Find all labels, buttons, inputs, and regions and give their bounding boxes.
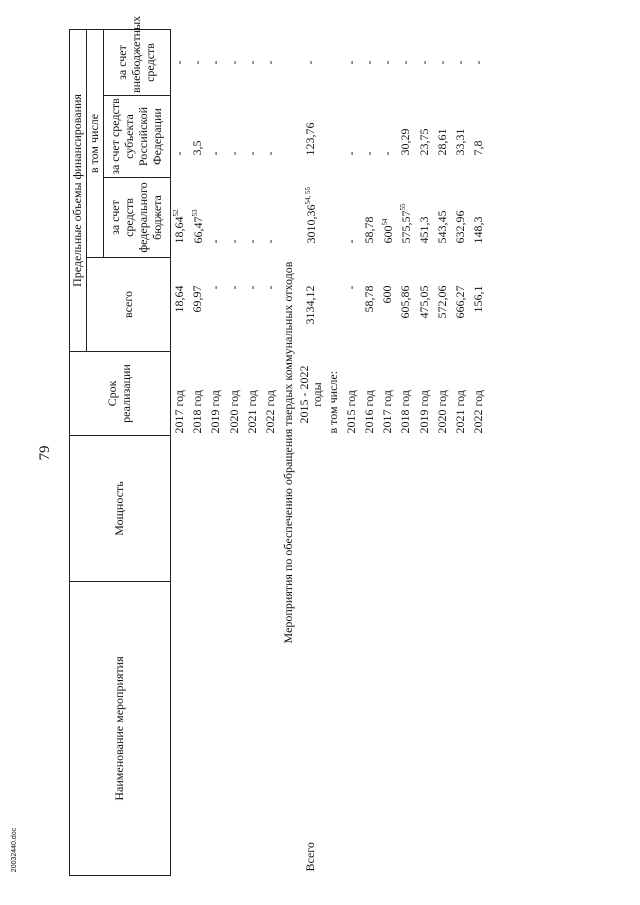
cell-regional xyxy=(262,96,280,178)
table-row xyxy=(470,29,488,875)
cell-extra xyxy=(415,29,433,95)
cell-total-value: 666,27 xyxy=(452,285,467,319)
header-term: Срок реализации xyxy=(70,352,171,436)
cell-year xyxy=(452,352,470,436)
cell-regional-value: - xyxy=(244,151,259,156)
cell-name xyxy=(207,582,225,876)
cell-capacity xyxy=(225,436,243,582)
cell-extra xyxy=(262,29,280,95)
cell-capacity xyxy=(343,436,361,582)
summary-regional-value: 123,76 xyxy=(303,122,318,156)
cell-year xyxy=(170,352,189,436)
cell-total xyxy=(244,258,262,352)
cell-extra xyxy=(207,29,225,95)
table-row xyxy=(397,29,415,875)
cell-year-value: 2020 год xyxy=(226,390,241,434)
cell-extra xyxy=(343,29,361,95)
cell-total xyxy=(189,258,207,352)
cell-extra-value: - xyxy=(171,60,186,65)
table-row xyxy=(415,29,433,875)
including-blank xyxy=(324,582,342,876)
cell-regional-value: - xyxy=(380,151,395,156)
cell-capacity xyxy=(470,436,488,582)
cell-federal-value: 148,3 xyxy=(471,216,486,244)
cell-extra xyxy=(189,29,207,95)
section-title xyxy=(280,29,298,875)
summary-federal-footnote: 54, 55 xyxy=(303,187,312,205)
cell-total xyxy=(343,258,361,352)
cell-total-value: - xyxy=(244,285,259,290)
cell-capacity xyxy=(262,436,280,582)
cell-name xyxy=(415,582,433,876)
cell-total-value: 69,97 xyxy=(190,285,205,313)
cell-total xyxy=(379,258,397,352)
summary-name-value: Всего xyxy=(303,842,318,872)
table-row xyxy=(452,29,470,875)
cell-total-value: 475,05 xyxy=(416,285,431,319)
header-funding: Предельные объемы финансирования xyxy=(70,29,87,351)
cell-year-value: 2015 год xyxy=(343,390,358,434)
file-name-footer: 20032440.doc xyxy=(11,827,18,873)
cell-federal-value: - xyxy=(244,239,259,244)
table-header xyxy=(70,15,171,875)
cell-total-value: 58,78 xyxy=(362,285,377,313)
cell-total-value: - xyxy=(262,285,277,290)
cell-capacity xyxy=(452,436,470,582)
cell-extra-value: - xyxy=(226,60,241,65)
cell-extra-value: - xyxy=(434,60,449,65)
table-row xyxy=(361,29,379,875)
cell-federal-value: 543,45 xyxy=(434,210,449,244)
page-number: 79 xyxy=(37,445,53,461)
cell-extra-value: - xyxy=(343,60,358,65)
cell-extra xyxy=(379,29,397,95)
cell-federal-value: 58,78 xyxy=(362,216,377,244)
cell-regional-value: 28,61 xyxy=(434,128,449,156)
cell-federal xyxy=(225,178,243,258)
cell-regional xyxy=(189,96,207,178)
cell-year xyxy=(207,352,225,436)
cell-federal xyxy=(434,178,452,258)
summary-total-value: 3134,12 xyxy=(303,285,318,325)
cell-year xyxy=(470,352,488,436)
section-row xyxy=(280,29,298,875)
cell-regional-value: - xyxy=(343,151,358,156)
table-row xyxy=(189,29,207,875)
cell-federal xyxy=(207,178,225,258)
cell-year-value: 2018 год xyxy=(398,390,413,434)
cell-federal-value: 66,47 xyxy=(190,216,205,244)
cell-federal xyxy=(452,178,470,258)
table-body xyxy=(170,29,488,875)
cell-extra-value: - xyxy=(398,60,413,65)
cell-total xyxy=(470,258,488,352)
cell-extra xyxy=(225,29,243,95)
header-total: всего xyxy=(87,258,171,352)
cell-federal-footnote: 54 xyxy=(380,218,389,226)
rotated-table-page xyxy=(69,15,571,876)
cell-federal-value: 600 xyxy=(380,225,395,244)
cell-federal-value: 18,64 xyxy=(172,216,187,244)
cell-name xyxy=(452,582,470,876)
cell-federal xyxy=(415,178,433,258)
cell-capacity xyxy=(379,436,397,582)
cell-extra-value: - xyxy=(452,60,467,65)
table-row xyxy=(343,29,361,875)
including-label xyxy=(324,29,342,435)
cell-year-value: 2018 год xyxy=(190,390,205,434)
cell-capacity xyxy=(244,436,262,582)
cell-total xyxy=(262,258,280,352)
cell-year-value: 2017 год xyxy=(171,390,186,434)
cell-federal-footnote: 55 xyxy=(398,203,407,211)
cell-capacity xyxy=(207,436,225,582)
cell-total xyxy=(170,258,189,352)
cell-extra xyxy=(170,29,189,95)
cell-federal-value: - xyxy=(343,239,358,244)
cell-total-value: - xyxy=(226,285,241,290)
including-label-value: в том числе: xyxy=(325,370,340,434)
cell-year xyxy=(262,352,280,436)
cell-year-value: 2016 год xyxy=(362,390,377,434)
summary-capacity xyxy=(298,436,324,582)
table-row xyxy=(434,29,452,875)
cell-extra-value: - xyxy=(362,60,377,65)
cell-extra xyxy=(452,29,470,95)
cell-extra-value: - xyxy=(380,60,395,65)
cell-capacity xyxy=(189,436,207,582)
cell-regional xyxy=(343,96,361,178)
cell-regional xyxy=(415,96,433,178)
cell-regional xyxy=(244,96,262,178)
cell-name xyxy=(262,582,280,876)
cell-name xyxy=(225,582,243,876)
cell-regional xyxy=(379,96,397,178)
cell-total xyxy=(225,258,243,352)
cell-federal-value: 451,3 xyxy=(416,216,431,244)
cell-total-value: - xyxy=(343,285,358,290)
summary-regional xyxy=(298,96,324,178)
cell-year xyxy=(189,352,207,436)
cell-name xyxy=(470,582,488,876)
cell-regional-value: 23,75 xyxy=(416,128,431,156)
cell-capacity xyxy=(434,436,452,582)
including-row xyxy=(324,29,342,875)
cell-name xyxy=(397,582,415,876)
cell-regional xyxy=(170,96,189,178)
cell-regional-value: 30,29 xyxy=(398,128,413,156)
cell-year-value: 2017 год xyxy=(380,390,395,434)
cell-extra xyxy=(397,29,415,95)
cell-capacity xyxy=(170,436,189,582)
cell-total-value: 605,86 xyxy=(398,285,413,319)
cell-extra xyxy=(244,29,262,95)
cell-capacity xyxy=(415,436,433,582)
section-title-value: Мероприятия по обеспечению обращения твердых коммунальных отходов xyxy=(281,261,296,644)
cell-regional xyxy=(434,96,452,178)
cell-extra xyxy=(434,29,452,95)
cell-federal xyxy=(361,178,379,258)
cell-total xyxy=(397,258,415,352)
cell-federal-value: 632,96 xyxy=(452,210,467,244)
cell-name xyxy=(189,582,207,876)
funding-table xyxy=(69,15,488,876)
cell-federal-value: - xyxy=(208,239,223,244)
cell-extra xyxy=(361,29,379,95)
cell-year-value: 2021 год xyxy=(452,390,467,434)
cell-federal-value: 575,57 xyxy=(398,210,413,244)
summary-extra xyxy=(298,29,324,95)
summary-term-value: 2015 - 2022 годы xyxy=(297,365,325,424)
cell-total-value: - xyxy=(208,285,223,290)
cell-year xyxy=(379,352,397,436)
cell-federal xyxy=(379,178,397,258)
cell-name xyxy=(361,582,379,876)
cell-federal xyxy=(244,178,262,258)
cell-year xyxy=(434,352,452,436)
table-row xyxy=(170,29,189,875)
header-including: в том числе xyxy=(87,29,104,257)
header-extra: за счет внебюджетных средств xyxy=(103,29,170,95)
cell-total-value: 600 xyxy=(380,285,395,304)
summary-term xyxy=(298,352,324,436)
cell-name xyxy=(343,582,361,876)
summary-row xyxy=(298,29,324,875)
table-row xyxy=(225,29,243,875)
summary-federal xyxy=(298,178,324,258)
summary-name xyxy=(298,582,324,876)
cell-year-value: 2021 год xyxy=(244,390,259,434)
cell-capacity xyxy=(397,436,415,582)
cell-regional xyxy=(225,96,243,178)
cell-year xyxy=(361,352,379,436)
cell-federal xyxy=(343,178,361,258)
cell-year xyxy=(415,352,433,436)
cell-regional-value: 7,8 xyxy=(471,140,486,156)
cell-regional xyxy=(452,96,470,178)
cell-regional-value: 33,31 xyxy=(452,128,467,156)
header-name: Наименование мероприятия xyxy=(70,582,171,876)
cell-extra xyxy=(470,29,488,95)
cell-extra-value: - xyxy=(208,60,223,65)
cell-regional-value: - xyxy=(362,151,377,156)
table-row xyxy=(379,29,397,875)
cell-total xyxy=(452,258,470,352)
cell-regional xyxy=(470,96,488,178)
cell-regional xyxy=(207,96,225,178)
cell-regional-value: - xyxy=(262,151,277,156)
cell-year xyxy=(397,352,415,436)
cell-total-value: 156,1 xyxy=(471,285,486,313)
cell-regional-value: - xyxy=(226,151,241,156)
cell-total-value: 572,06 xyxy=(434,285,449,319)
cell-regional-value: - xyxy=(208,151,223,156)
cell-name xyxy=(434,582,452,876)
cell-extra-value: - xyxy=(471,60,486,65)
cell-year-value: 2019 год xyxy=(208,390,223,434)
summary-total xyxy=(298,258,324,352)
cell-total xyxy=(207,258,225,352)
cell-regional xyxy=(397,96,415,178)
table-row xyxy=(244,29,262,875)
summary-federal-value: 3010,36 xyxy=(303,204,318,244)
cell-capacity xyxy=(361,436,379,582)
cell-total xyxy=(434,258,452,352)
cell-extra-value: - xyxy=(190,60,205,65)
cell-federal xyxy=(170,178,189,258)
cell-total xyxy=(361,258,379,352)
cell-federal xyxy=(262,178,280,258)
cell-extra-value: - xyxy=(416,60,431,65)
cell-year xyxy=(225,352,243,436)
header-capacity: Мощность xyxy=(70,436,171,582)
cell-extra-value: - xyxy=(262,60,277,65)
cell-federal-value: - xyxy=(262,239,277,244)
cell-year-value: 2022 год xyxy=(471,390,486,434)
cell-year xyxy=(244,352,262,436)
cell-total xyxy=(415,258,433,352)
cell-federal xyxy=(397,178,415,258)
cell-year-value: 2020 год xyxy=(434,390,449,434)
cell-year-value: 2022 год xyxy=(262,390,277,434)
cell-total-value: 18,64 xyxy=(171,285,186,313)
summary-extra-value: - xyxy=(303,60,318,65)
cell-name xyxy=(244,582,262,876)
cell-extra-value: - xyxy=(244,60,259,65)
cell-regional xyxy=(361,96,379,178)
including-blank xyxy=(324,436,342,582)
cell-federal-footnote: 53 xyxy=(190,209,199,217)
table-row xyxy=(207,29,225,875)
header-federal: за счет средств федерального бюджета xyxy=(103,178,170,258)
cell-year-value: 2019 год xyxy=(416,390,431,434)
cell-regional-value: - xyxy=(171,151,186,156)
cell-name xyxy=(379,582,397,876)
header-regional: за счет средств субъекта Российской Федерации xyxy=(103,96,170,178)
cell-year xyxy=(343,352,361,436)
cell-regional-value: 3,5 xyxy=(190,140,205,156)
cell-name xyxy=(170,582,189,876)
cell-federal xyxy=(470,178,488,258)
cell-federal xyxy=(189,178,207,258)
cell-federal-footnote: 52 xyxy=(172,209,181,217)
cell-federal-value: - xyxy=(226,239,241,244)
table-row xyxy=(262,29,280,875)
